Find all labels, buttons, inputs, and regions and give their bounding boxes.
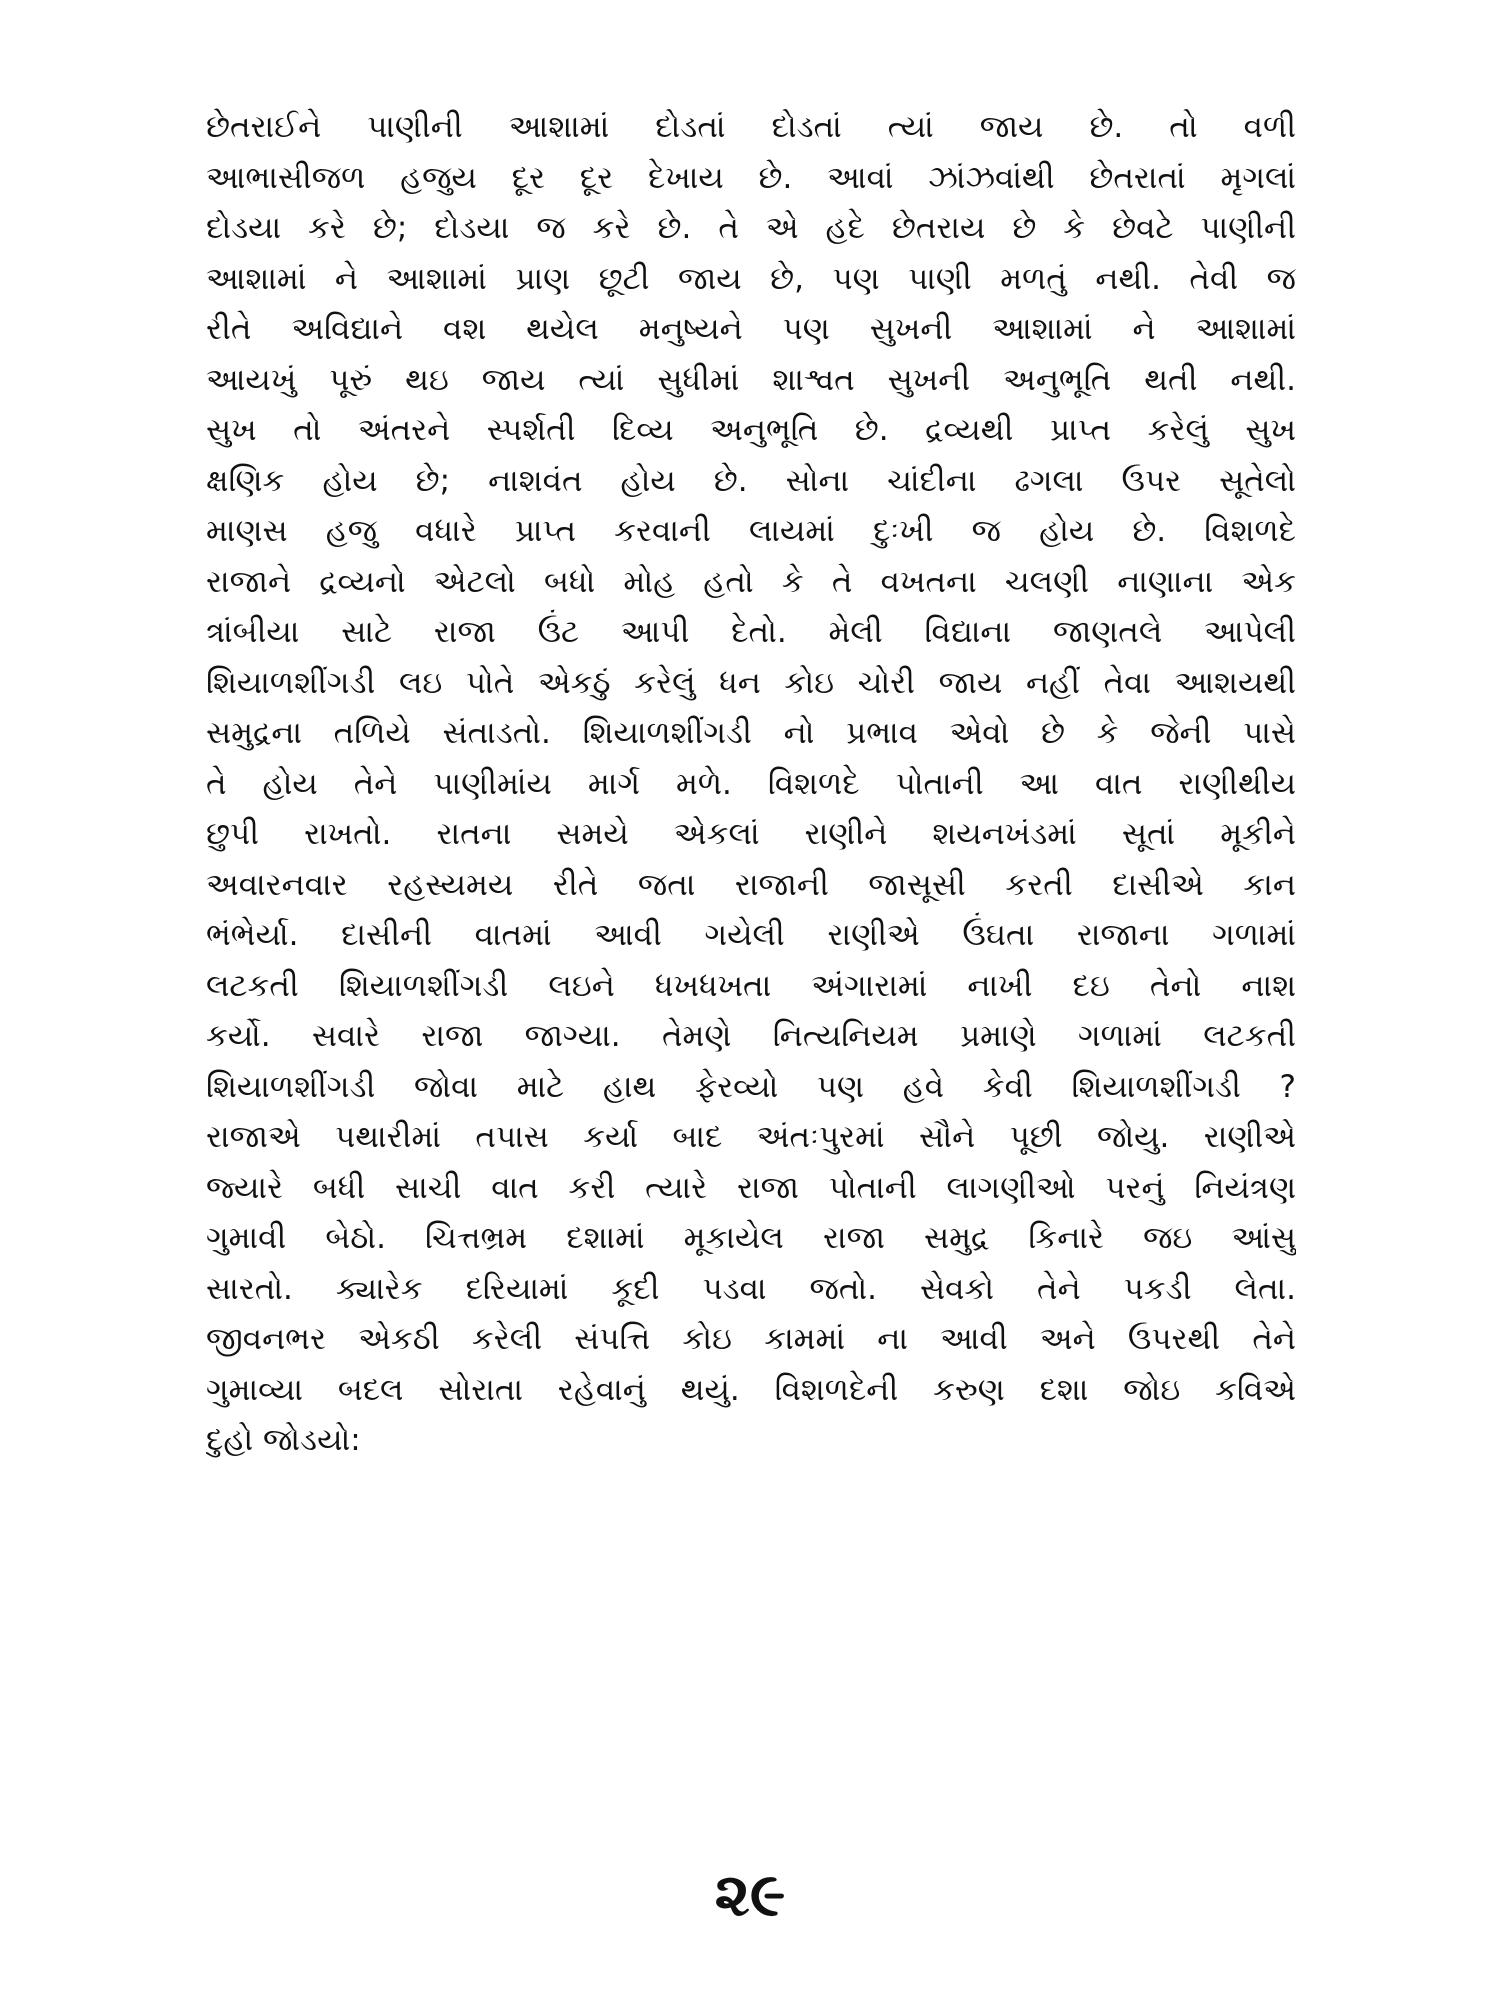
text-line: લટકતી શિયાળશીંગડી લઇને ધખધખતા અંગારામાં નાખી દઇ તેનો નાશ <box>206 967 1296 1004</box>
text-line: આયખું પૂરું થઇ જાય ત્યાં સુધીમાં શાશ્વત સુખની અનુભૂતિ થતી નથી. <box>206 361 1296 398</box>
text-line: રાજાએ પથારીમાં તપાસ કર્યા બાદ અંતઃપુરમાં સૌને પૂછી જોયુ. રાણીએ <box>206 1119 1296 1155</box>
text-line: તે હોય તેને પાણીમાંય માર્ગ મળે. વિશળદે પોતાની આ વાત રાણીથીય <box>206 765 1296 802</box>
text-line: શિયાળશીંગડી જોવા માટે હાથ ફેરવ્યો પણ હવે કેવી શિયાળશીંગડી ? <box>206 1068 1296 1105</box>
page-number: ૨૯ <box>714 1860 786 1930</box>
body-text <box>206 102 1296 1466</box>
text-line: રાજાને દ્રવ્યનો એટલો બધો મોહ હતો કે તે વખતના ચલણી નાણાના એક <box>206 563 1296 600</box>
text-line: દુહો જોડયો: <box>206 1422 361 1458</box>
text-line: દોડયા કરે છે; દોડયા જ કરે છે. તે એ હદે છેતરાય છે કે છેવટે પાણીની <box>206 210 1296 246</box>
text-line: શિયાળશીંગડી લઇ પોતે એકઠું કરેલું ધન કોઇ ચોરી જાય નહીં તેવા આશયથી <box>206 664 1296 701</box>
text-line: ગુમાવ્યા બદલ સોરાતા રહેવાનું થયું. વિશળદેની કરુણ દશા જોઇ કવિએ <box>206 1371 1296 1408</box>
text-line: સારતો. ક્યારેક દરિયામાં કૂદી પડવા જતો. સેવકો તેને પકડી લેતા. <box>206 1270 1296 1307</box>
text-line: આશામાં ને આશામાં પ્રાણ છૂટી જાય છે, પણ પાણી મળતું નથી. તેવી જ <box>206 260 1296 297</box>
text-line: આભાસીજળ હજુય દૂર દૂર દેખાય છે. આવાં ઝાંઝવાંથી છેતરાતાં મૃગલાં <box>206 159 1296 196</box>
text-line: છુપી રાખતો. રાતના સમયે એકલાં રાણીને શયનખંડમાં સૂતાં મૂકીને <box>206 816 1296 852</box>
text-line: કર્યો. સવારે રાજા જાગ્યા. તેમણે નિત્યનિયમ પ્રમાણે ગળામાં લટકતી <box>206 1018 1296 1054</box>
text-line: માણસ હજુ વધારે પ્રાપ્ત કરવાની લાયમાં દુઃખી જ હોય છે. વિશળદે <box>206 513 1296 549</box>
text-line: ત્રાંબીયા સાટે રાજા ઉંટ આપી દેતો. મેલી વિદ્યાના જાણતલે આપેલી <box>206 614 1296 650</box>
text-line: રીતે અવિદ્યાને વશ થયેલ મનુષ્યને પણ સુખની આશામાં ને આશામાં <box>206 311 1296 347</box>
text-line: ગુમાવી બેઠો. ચિત્તભ્રમ દશામાં મૂકાયેલ રાજા સમુદ્ર કિનારે જઇ આંસુ <box>206 1220 1296 1256</box>
text-line: ભંભેર્યા. દાસીની વાતમાં આવી ગયેલી રાણીએ ઉંઘતા રાજાના ગળામાં <box>206 917 1296 953</box>
text-line: જીવનભર એકઠી કરેલી સંપત્તિ કોઇ કામમાં ના આવી અને ઉપરથી તેને <box>206 1321 1296 1357</box>
text-line: ક્ષણિક હોય છે; નાશવંત હોય છે. સોના ચાંદીના ઢગલા ઉપર સૂતેલો <box>206 462 1296 499</box>
text-line: અવારનવાર રહસ્યમય રીતે જતા રાજાની જાસૂસી કરતી દાસીએ કાન <box>206 866 1296 903</box>
text-line: છેતરાઈને પાણીની આશામાં દોડતાં દોડતાં ત્યાં જાય છે. તો વળી <box>206 109 1296 145</box>
text-line: સુખ તો અંતરને સ્પર્શતી દિવ્ય અનુભૂતિ છે. દ્રવ્યથી પ્રાપ્ત કરેલું સુખ <box>206 412 1296 448</box>
text-line: સમુદ્રના તળિયે સંતાડતો. શિયાળશીંગડી નો પ્રભાવ એવો છે કે જેની પાસે <box>206 715 1296 751</box>
text-line: જ્યારે બધી સાચી વાત કરી ત્યારે રાજા પોતાની લાગણીઓ પરનું નિયંત્રણ <box>206 1169 1296 1206</box>
